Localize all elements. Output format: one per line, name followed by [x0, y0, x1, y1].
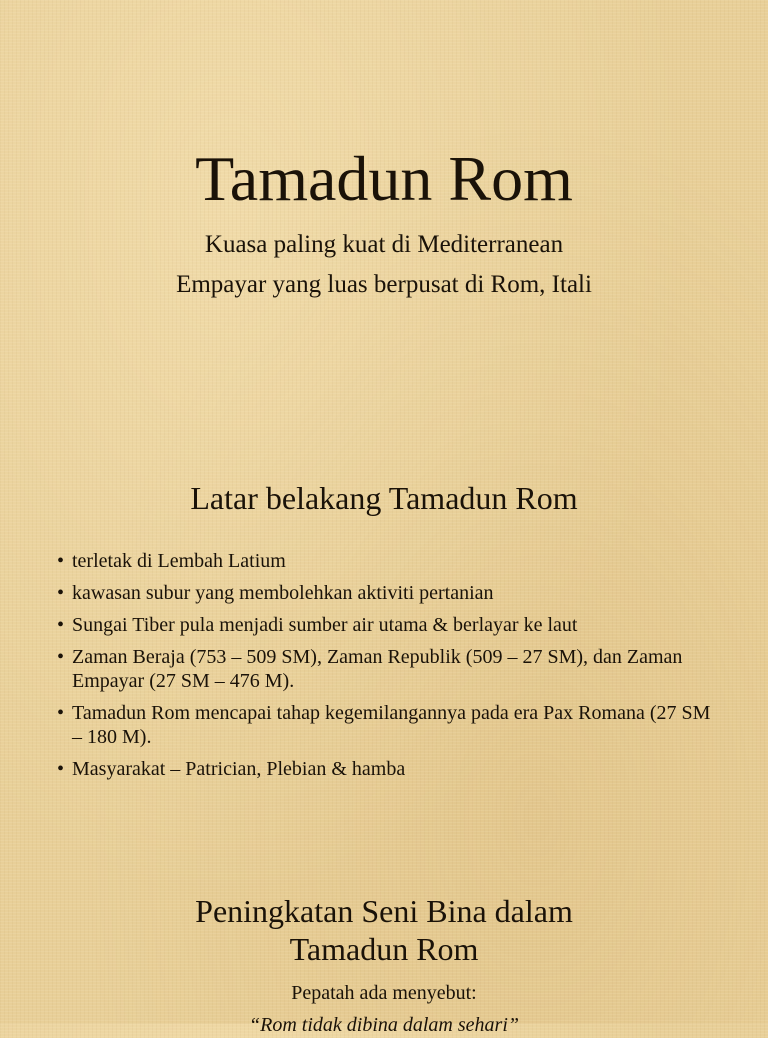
bullet-icon: • — [57, 582, 65, 604]
subtitle-line-2: Empayar yang luas berpusat di Rom, Itali — [176, 271, 592, 298]
title-slide — [0, 0, 768, 330]
bullet-text: terletak di Lembah Latium — [72, 550, 286, 572]
section-heading — [0, 892, 768, 968]
bullet-text: Masyarakat – Patrician, Plebian & hamba — [72, 758, 406, 780]
bullet-text: Tamadun Rom mencapai tahap kegemilangannya pada era Pax Romana (27 SM – 180 M). — [72, 702, 711, 748]
bullet-item — [57, 613, 717, 637]
proverb-intro: Pepatah ada menyebut: — [291, 982, 477, 1004]
bullet-item — [57, 549, 717, 573]
bullet-text: Zaman Beraja (753 – 509 SM), Zaman Republik (509 – 27 SM), dan Zaman Empayar (27 SM – 476 M). — [72, 646, 683, 692]
bullet-text: Sungai Tiber pula menjadi sumber air utama & berlayar ke laut — [72, 614, 578, 636]
section-heading: Latar belakang Tamadun Rom — [190, 480, 578, 516]
bullet-item — [57, 701, 717, 749]
bullet-icon: • — [57, 550, 65, 572]
bullet-icon: • — [57, 646, 65, 668]
bullet-list — [57, 549, 717, 789]
bullet-icon: • — [57, 758, 65, 780]
proverb-quote: “Rom tidak dibina dalam sehari” — [248, 1014, 519, 1036]
architecture-slide — [0, 880, 768, 1036]
bullet-item — [57, 581, 717, 605]
heading-line-1: Peningkatan Seni Bina dalam — [195, 893, 573, 929]
slide-title: Tamadun Rom — [195, 143, 573, 214]
bullet-icon: • — [57, 614, 65, 636]
background-slide — [0, 455, 768, 815]
bullet-icon: • — [57, 702, 65, 724]
subtitle-line-1: Kuasa paling kuat di Mediterranean — [204, 231, 564, 258]
bullet-item — [57, 757, 717, 781]
bullet-item — [57, 645, 717, 693]
bullet-text: kawasan subur yang membolehkan aktiviti pertanian — [72, 582, 494, 604]
heading-line-2: Tamadun Rom — [289, 931, 479, 967]
